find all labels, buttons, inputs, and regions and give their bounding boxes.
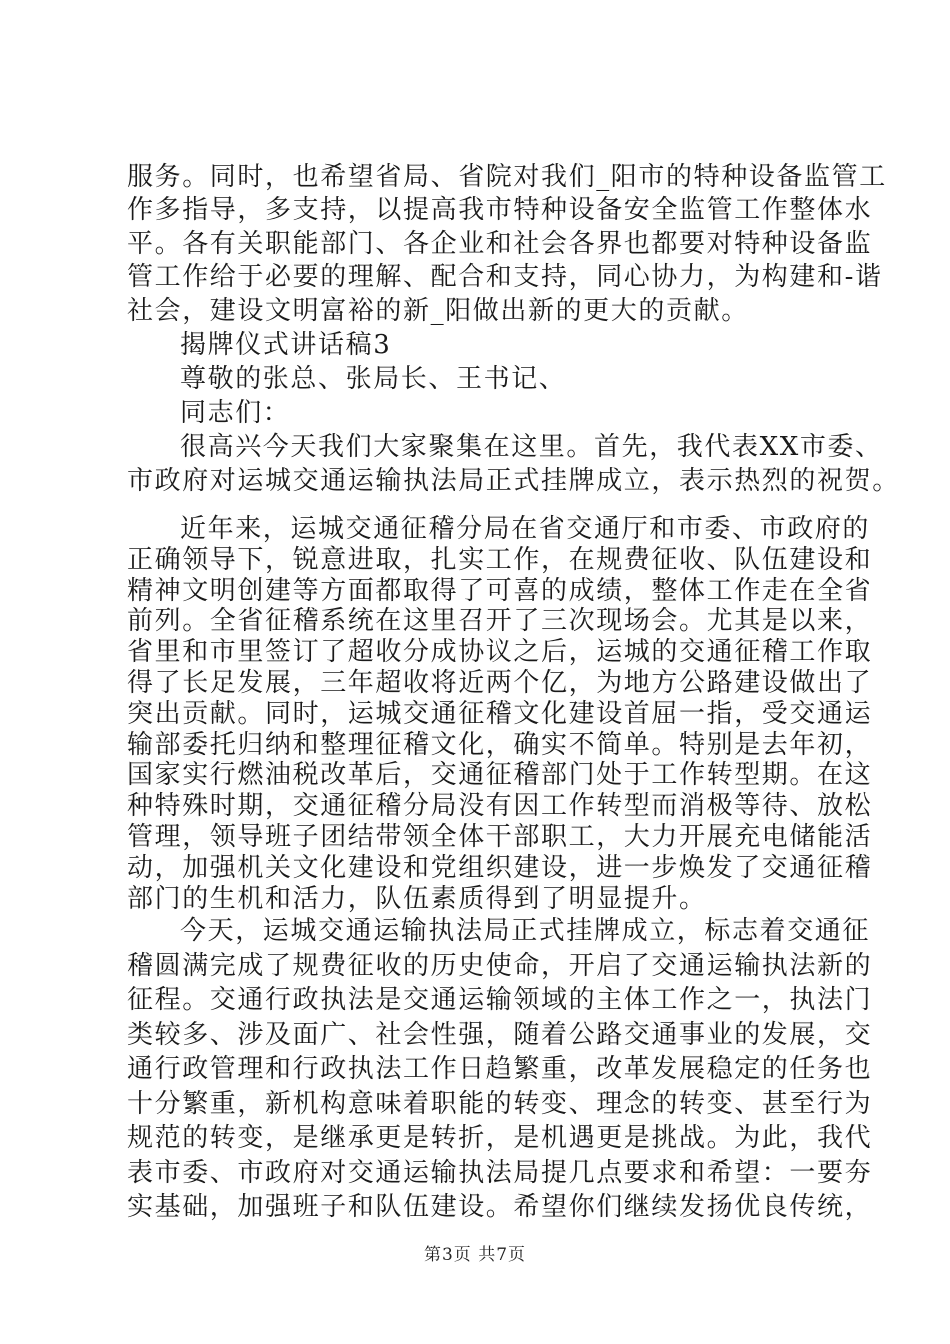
body-text-line: 精神文明创建等方面都取得了可喜的成绩，整体工作走在全省 xyxy=(127,575,873,606)
body-text-line: 管工作给于必要的理解、配合和支持，同心协力，为构建和-谐 xyxy=(127,262,883,292)
body-text-line: 前列。全省征稽系统在这里召开了三次现场会。尤其是以来， xyxy=(127,606,873,637)
body-text-line: 近年来，运城交通征稽分局在省交通厅和市委、市政府的 xyxy=(180,514,871,544)
body-text-line: 输部委托归纳和整理征稽文化，确实不简单。特别是去年初， xyxy=(127,729,873,760)
body-text-line: 实基础，加强班子和队伍建设。希望你们继续发扬优良传统， xyxy=(127,1192,873,1222)
body-text-line: 市政府对运城交通运输执法局正式挂牌成立，表示热烈的祝贺。 xyxy=(127,466,900,496)
salutation-line: 同志们： xyxy=(180,398,291,428)
body-text-line: 十分繁重，新机构意味着职能的转变、理念的转变、甚至行为 xyxy=(127,1088,873,1119)
body-text-line: 得了长足发展，三年超收将近两个亿，为地方公路建设做出了 xyxy=(127,668,873,698)
body-text-line: 服务。同时，也希望省局、省院对我们_阳市的特种设备监管工 xyxy=(127,162,887,192)
section-heading: 揭牌仪式讲话稿3 xyxy=(180,330,392,360)
body-text-line: 今天，运城交通运输执法局正式挂牌成立，标志着交通征 xyxy=(180,916,871,946)
body-text-line: 国家实行燃油税改革后，交通征稽部门处于工作转型期。在这 xyxy=(127,760,873,791)
body-text-line: 稽圆满完成了规费征收的历史使命，开启了交通运输执法新的 xyxy=(127,950,873,981)
body-text-line: 部门的生机和活力，队伍素质得到了明显提升。 xyxy=(127,883,707,914)
page-footer xyxy=(0,1244,950,1266)
body-text-line: 很高兴今天我们大家聚集在这里。首先，我代表XX市委、 xyxy=(180,432,883,462)
salutation-line: 尊敬的张总、张局长、王书记、 xyxy=(180,364,567,394)
body-text-line: 动，加强机关文化建设和党组织建设，进一步焕发了交通征稽 xyxy=(127,852,873,883)
body-text-line: 表市委、市政府对交通运输执法局提几点要求和希望：一要夯 xyxy=(127,1157,873,1188)
body-text-line: 通行政管理和行政执法工作日趋繁重，改革发展稳定的任务也 xyxy=(127,1054,873,1084)
body-text-line: 作多指导，多支持，以提高我市特种设备安全监管工作整体水 xyxy=(127,195,873,225)
body-text-line: 类较多、涉及面广、社会性强，随着公路交通事业的发展，交 xyxy=(127,1019,873,1050)
body-text-line: 社会，建设文明富裕的新_阳做出新的更大的贡献。 xyxy=(127,296,749,326)
body-text-line: 正确领导下，锐意进取，扎实工作，在规费征收、队伍建设和 xyxy=(127,544,873,575)
body-text-line: 突出贡献。同时，运城交通征稽文化建设首屈一指，受交通运 xyxy=(127,698,873,729)
body-text-line: 规范的转变，是继承更是转折，是机遇更是挑战。为此，我代 xyxy=(127,1123,873,1153)
page-indicator: 第3页 共7页 xyxy=(423,1245,527,1265)
body-text-line: 平。各有关职能部门、各企业和社会各界也都要对特种设备监 xyxy=(127,229,873,259)
body-text-line: 管理，领导班子团结带领全体干部职工，大力开展充电储能活 xyxy=(127,822,873,852)
body-text-line: 省里和市里签订了超收分成协议之后，运城的交通征稽工作取 xyxy=(127,637,873,668)
body-text-line: 种特殊时期，交通征稽分局没有因工作转型而消极等待、放松 xyxy=(127,791,873,822)
body-text-line: 征程。交通行政执法是交通运输领域的主体工作之一，执法门 xyxy=(127,985,873,1015)
